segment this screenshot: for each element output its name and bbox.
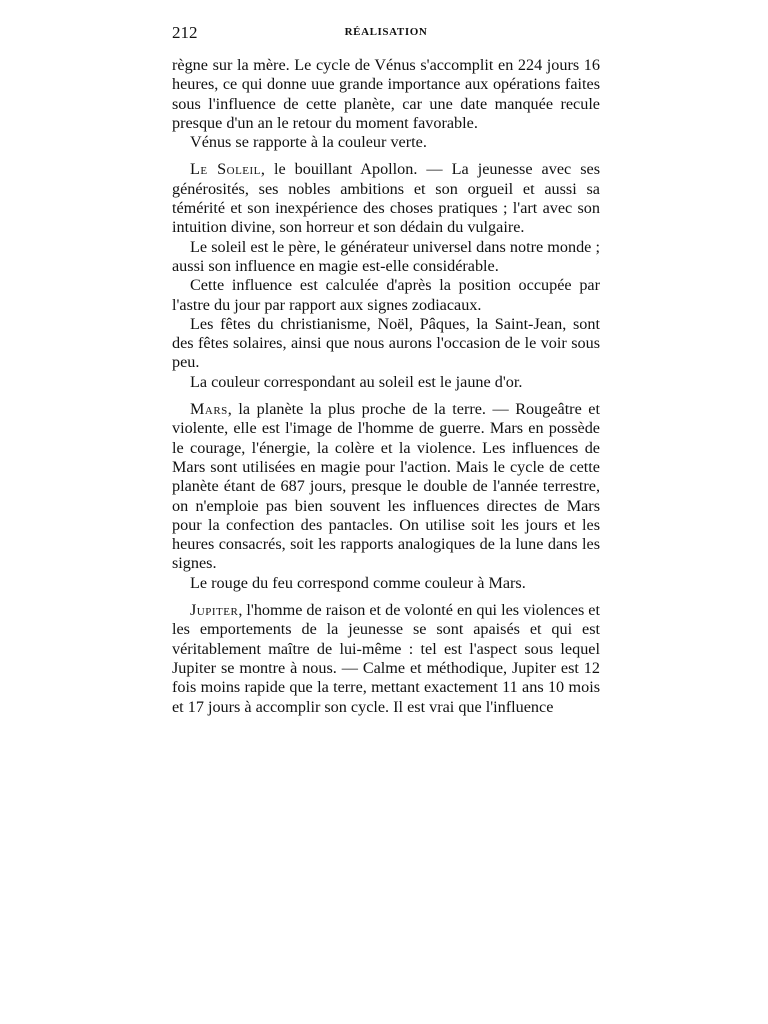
paragraph: Le rouge du feu correspond comme couleur à Mars. (190, 573, 526, 592)
section-paragraph-jupiter: Jupiter, l'homme de raison et de volonté en qui les violences et les emportements de la jeunesse se sont apaisés et qui est véritablement maître de lui-même : tel est l'aspect sous lequel Jupiter se montre à nous. — Calme et méthodique, Jupiter est 12 fois moins rapide que la terre, mettant exactement 11 ans 10 mois et 17 jours à accomplir son cycle. Il est vrai que l'influence (172, 601, 600, 716)
paragraph: règne sur la mère. Le cycle de Vénus s'accomplit en 224 jours 16 heures, ce qui donne uue grande importance aux opérations faites sous l'influence de cette planète, car une date manquée recule presque d'un an le retour du moment favorable. (172, 56, 600, 132)
section-paragraph-soleil: Le Soleil, le bouillant Apollon. — La jeunesse avec ses générosités, ses nobles ambitions et son orgueil et aussi sa témérité et son inexpérience des choses pratiques ; l'art avec son intuition divine, son horreur et son dédain du vulgaire. (172, 160, 600, 237)
paragraph: Les fêtes du christianisme, Noël, Pâques, la Saint-Jean, sont des fêtes solaires, ainsi que nous aurons l'occasion de le voir sous peu. (172, 314, 600, 372)
paragraph: Cette influence est calculée d'après la position occupée par l'astre du jour par rapport aux signes zodiacaux. (172, 276, 600, 314)
page-number: 212 (172, 23, 198, 42)
running-title: RÉALISATION (344, 26, 428, 38)
section-lead: Jupiter (190, 601, 239, 620)
page-header (172, 20, 600, 46)
paragraph: Le soleil est le père, le générateur universel dans notre monde ; aussi son influence en magie est-elle considérable. (172, 237, 600, 275)
section-paragraph-mars: Mars, la planète la plus proche de la terre. — Rougeâtre et violente, elle est l'image de l'homme de guerre. Mars en possède le courage, l'énergie, la colère et la violence. Les influences de Mars sont utilisées en magie pour l'action. Mais le cycle de cette planète étant de 687 jours, presque le double de l'année terrestre, on n'emploie pas bien souvent les influences directes de Mars pour la confection des pantacles. On utilise soit les jours et les heures consacrés, soit les rapports analogiques de la lune dans les signes. (172, 400, 600, 573)
body-text (172, 56, 600, 717)
paragraph: Vénus se rapporte à la couleur verte. (190, 133, 427, 152)
section-lead: Le Soleil (190, 160, 261, 179)
section-lead: Mars (190, 400, 228, 419)
paragraph: La couleur correspondant au soleil est le jaune d'or. (190, 372, 523, 391)
